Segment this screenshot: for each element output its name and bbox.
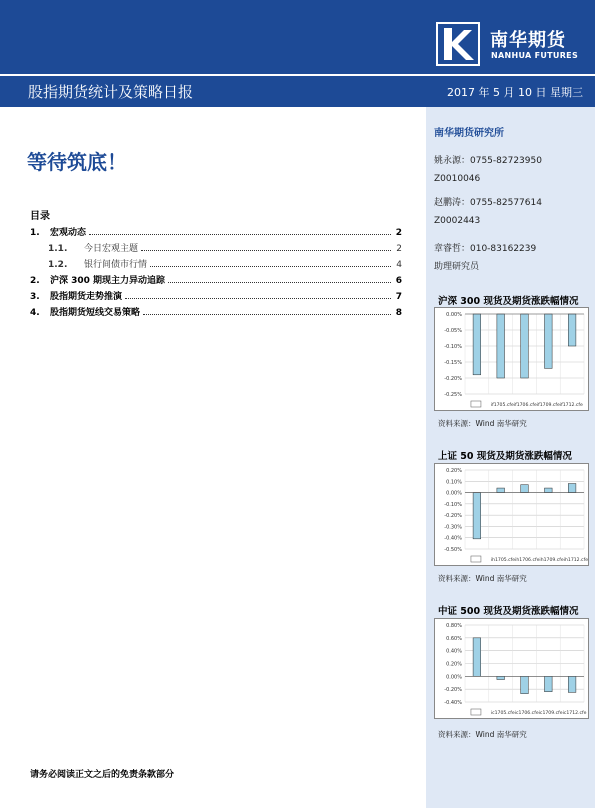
toc-item-number: 2. (30, 276, 40, 286)
toc-item[interactable] (30, 254, 402, 270)
y-tick-label: -0.20% (444, 376, 462, 382)
toc-leader-dots (150, 266, 391, 267)
bar (544, 314, 552, 368)
y-tick-label: 0.00% (446, 312, 462, 318)
toc-item-text: 沪深 300 期现主力异动追踪 (50, 276, 166, 286)
y-tick-label: 0.10% (446, 479, 462, 486)
title-bar (0, 76, 595, 107)
y-tick-label: -0.15% (444, 360, 462, 366)
toc-leader-dots (125, 298, 391, 299)
analyst-name-phone: 姚永源：0755-82723950 (434, 156, 542, 166)
toc-item-text: 股指期货走势推演 (50, 292, 123, 302)
report-date: 2017 年 5 月 10 日 星期三 (447, 86, 583, 99)
toc-item-text: 宏观动态 (50, 228, 87, 238)
chart-source: 资料来源：Wind 南华研究 (438, 730, 527, 739)
toc-item-text: 股指期货短线交易策略 (50, 308, 141, 318)
toc-item-page: 6 (395, 276, 402, 286)
bar (521, 485, 529, 493)
toc-item-page: 8 (395, 308, 402, 318)
bar (497, 676, 505, 679)
toc-item-page: 2 (395, 228, 402, 238)
y-tick-label: 0.40% (446, 648, 462, 655)
chart-source: 资料来源：Wind 南华研究 (438, 574, 527, 583)
analyst-contact (434, 194, 542, 230)
y-tick-label: 0.00% (446, 490, 462, 497)
toc-item-number: 1.1. (48, 244, 68, 254)
toc-item-text: 银行间债市行情 (84, 260, 148, 270)
disclaimer-note: 请务必阅读正文之后的免责条款部分 (30, 770, 175, 780)
y-tick-label: 0.80% (446, 623, 462, 629)
bar (568, 484, 576, 493)
table-of-contents (30, 222, 402, 318)
headline: 等待筑底！ (27, 150, 127, 174)
toc-leader-dots (168, 282, 391, 283)
logo-chinese-name: 南华期货 (490, 30, 566, 51)
bar (521, 676, 529, 693)
sidebar (426, 107, 595, 808)
bar (497, 488, 505, 493)
x-tick-labels: if1705.cfeif1706.cfeif1709.cfeif1712.cfe (490, 403, 583, 408)
toc-leader-dots (143, 314, 391, 315)
analyst-name-phone: 赵鹏涛：0755-82577614 (434, 198, 542, 208)
nanhua-logo-icon (436, 22, 480, 66)
chart-zz500 (434, 618, 589, 719)
toc-item[interactable] (30, 286, 402, 302)
bar (568, 314, 576, 346)
chart-hs300-svg (435, 308, 590, 412)
chart-zz500-svg (435, 619, 590, 720)
bar (544, 488, 552, 493)
toc-item[interactable] (30, 238, 402, 254)
chart-title-sz50: 上证 50 现货及期货涨跌幅情况 (438, 451, 572, 462)
toc-item[interactable] (30, 222, 402, 238)
top-banner (0, 0, 595, 74)
y-tick-label: -0.20% (444, 687, 462, 694)
bar (521, 314, 529, 378)
y-tick-label: 0.60% (446, 635, 462, 642)
y-tick-label: -0.50% (444, 547, 462, 553)
y-tick-label: -0.25% (444, 392, 462, 398)
x-tick-labels: ic1705.cfeic1706.cfeic1709.cfeic1712.cfe (490, 711, 587, 716)
analyst-name-phone: 章睿哲：010-83162239 (434, 244, 537, 254)
y-tick-label: 0.20% (446, 468, 462, 474)
toc-item-page: 4 (396, 260, 402, 270)
chart-title-zz500: 中证 500 现货及期货涨跌幅情况 (438, 606, 579, 617)
analyst-contact (434, 240, 536, 276)
toc-item-number: 3. (30, 292, 40, 302)
y-tick-label: 0.00% (446, 674, 462, 681)
bar (473, 638, 481, 677)
toc-item[interactable] (30, 270, 402, 286)
y-tick-label: -0.10% (444, 501, 462, 508)
analyst-license: Z0010046 (434, 174, 481, 184)
company-logo (436, 22, 586, 66)
toc-item-page: 7 (395, 292, 402, 302)
spot-index-icon (471, 709, 481, 715)
bar (544, 676, 552, 691)
bar (497, 314, 505, 378)
y-tick-label: -0.40% (444, 700, 462, 706)
toc-leader-dots (89, 234, 391, 235)
analyst-contact (434, 152, 542, 188)
analyst-license: Z0002443 (434, 216, 481, 226)
spot-index-icon (471, 401, 481, 407)
toc-item-page: 2 (396, 244, 402, 254)
bar (473, 314, 481, 375)
toc-heading: 目录 (30, 211, 50, 222)
toc-item[interactable] (30, 302, 402, 318)
x-tick-labels: ih1705.cfeih1706.cfeih1709.cfeih1712.cfe (490, 558, 589, 563)
chart-sz50-svg (435, 464, 590, 567)
y-tick-label: -0.05% (444, 328, 462, 334)
report-title: 股指期货统计及策略日报 (28, 83, 194, 101)
y-tick-label: -0.20% (444, 513, 462, 520)
chart-title-hs300: 沪深 300 现货及期货涨跌幅情况 (438, 296, 579, 307)
toc-item-text: 今日宏观主题 (84, 244, 139, 254)
toc-item-number: 4. (30, 308, 40, 318)
chart-sz50 (434, 463, 589, 566)
bar (473, 493, 481, 539)
spot-index-icon (471, 556, 481, 562)
y-tick-label: -0.40% (444, 535, 462, 542)
bar (568, 676, 576, 692)
toc-item-number: 1. (30, 228, 40, 238)
toc-item-number: 1.2. (48, 260, 68, 270)
chart-hs300 (434, 307, 589, 411)
toc-leader-dots (141, 250, 391, 251)
y-tick-label: -0.10% (444, 344, 462, 350)
logo-english-name: NANHUA FUTURES (491, 51, 579, 60)
y-tick-label: -0.30% (444, 524, 462, 531)
y-tick-label: 0.20% (446, 661, 462, 668)
analyst-title: 助理研究员 (434, 262, 480, 272)
chart-source: 资料来源：Wind 南华研究 (438, 419, 527, 428)
institute-name: 南华期货研究所 (434, 128, 504, 139)
